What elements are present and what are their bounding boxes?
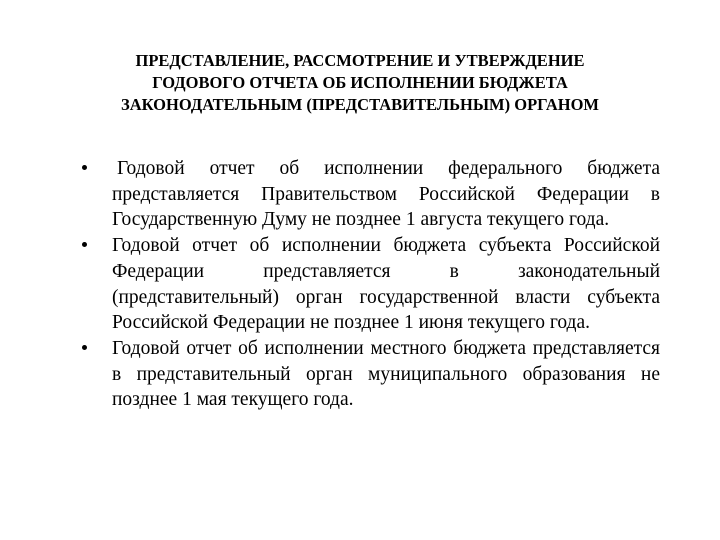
title-line: ПРЕДСТАВЛЕНИЕ, РАССМОТРЕНИЕ И УТВЕРЖДЕНИЕ — [135, 51, 585, 70]
bullet-text: Годовой отчет об исполнении местного бюджета представляется в представительный орган муниципального образования не позднее 1 мая текущего года. — [112, 337, 660, 411]
title-line: ЗАКОНОДАТЕЛЬНЫМ (ПРЕДСТАВИТЕЛЬНЫМ) ОРГАНОМ — [120, 95, 600, 114]
title-line: ГОДОВОГО ОТЧЕТА ОБ ИСПОЛНЕНИИ БЮДЖЕТА — [152, 73, 568, 92]
slide-title — [40, 50, 680, 116]
bullet-item-regional — [82, 233, 660, 336]
bullet-text: Годовой отчет об исполнении бюджета субъекта Российской Федерации представляется в законодательный (представительный) орган государственной власти субъекта Российской Федерации не позднее 1 июня текущего года. — [112, 235, 660, 334]
bullet-item-local — [82, 336, 660, 413]
bullet-item-federal — [82, 156, 660, 233]
bullet-dot-icon — [82, 165, 87, 170]
bullet-dot-icon — [82, 345, 87, 350]
bullet-text: Годовой отчет об исполнении федерального бюджета представляется Правительством Российской Федерации в Государственную Думу не позднее 1 августа текущего года. — [112, 158, 660, 231]
bullet-dot-icon — [82, 242, 87, 247]
bullet-list — [82, 156, 660, 413]
